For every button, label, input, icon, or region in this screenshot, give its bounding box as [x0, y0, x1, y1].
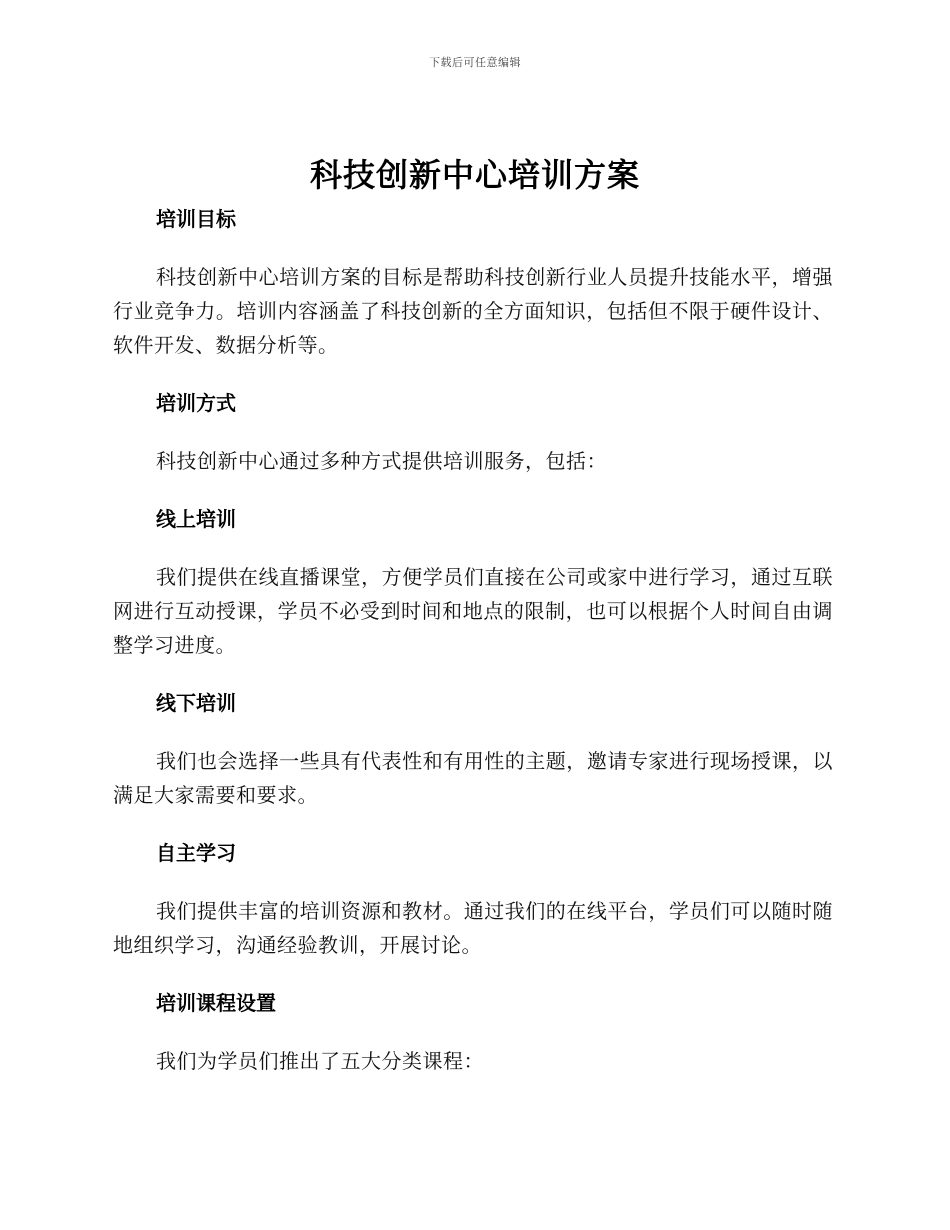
section-heading-goals: 培训目标: [156, 207, 236, 231]
section-paragraph-goals: 科技创新中心培训方案的目标是帮助科技创新行业人员提升技能水平，增强行业竞争力。培训内容涵盖了科技创新的全方面知识，包括但不限于硬件设计、软件开发、数据分析等。: [113, 265, 833, 357]
section-heading-offline: 线下培训: [156, 691, 236, 715]
page-header-note: 下载后可任意编辑: [429, 56, 521, 69]
section-heading-methods: 培训方式: [156, 391, 236, 415]
section-paragraph-courses: 我们为学员们推出了五大分类课程：: [156, 1049, 484, 1073]
section-heading-courses: 培训课程设置: [156, 991, 276, 1015]
section-paragraph-offline: 我们也会选择一些具有代表性和有用性的主题，邀请专家进行现场授课，以满足大家需要和要求。: [113, 749, 833, 807]
section-paragraph-self-study: 我们提供丰富的培训资源和教材。通过我们的在线平台，学员们可以随时随地组织学习，沟通经验教训，开展讨论。: [113, 899, 833, 957]
section-paragraph-methods: 科技创新中心通过多种方式提供培训服务，包括：: [156, 449, 607, 473]
section-paragraph-online: 我们提供在线直播课堂，方便学员们直接在公司或家中进行学习，通过互联网进行互动授课，学员不必受到时间和地点的限制，也可以根据个人时间自由调整学习进度。: [113, 565, 833, 657]
section-heading-self-study: 自主学习: [156, 841, 236, 865]
document-title: 科技创新中心培训方案: [309, 156, 640, 194]
document-body: [113, 202, 833, 1078]
section-heading-online: 线上培训: [156, 507, 236, 531]
